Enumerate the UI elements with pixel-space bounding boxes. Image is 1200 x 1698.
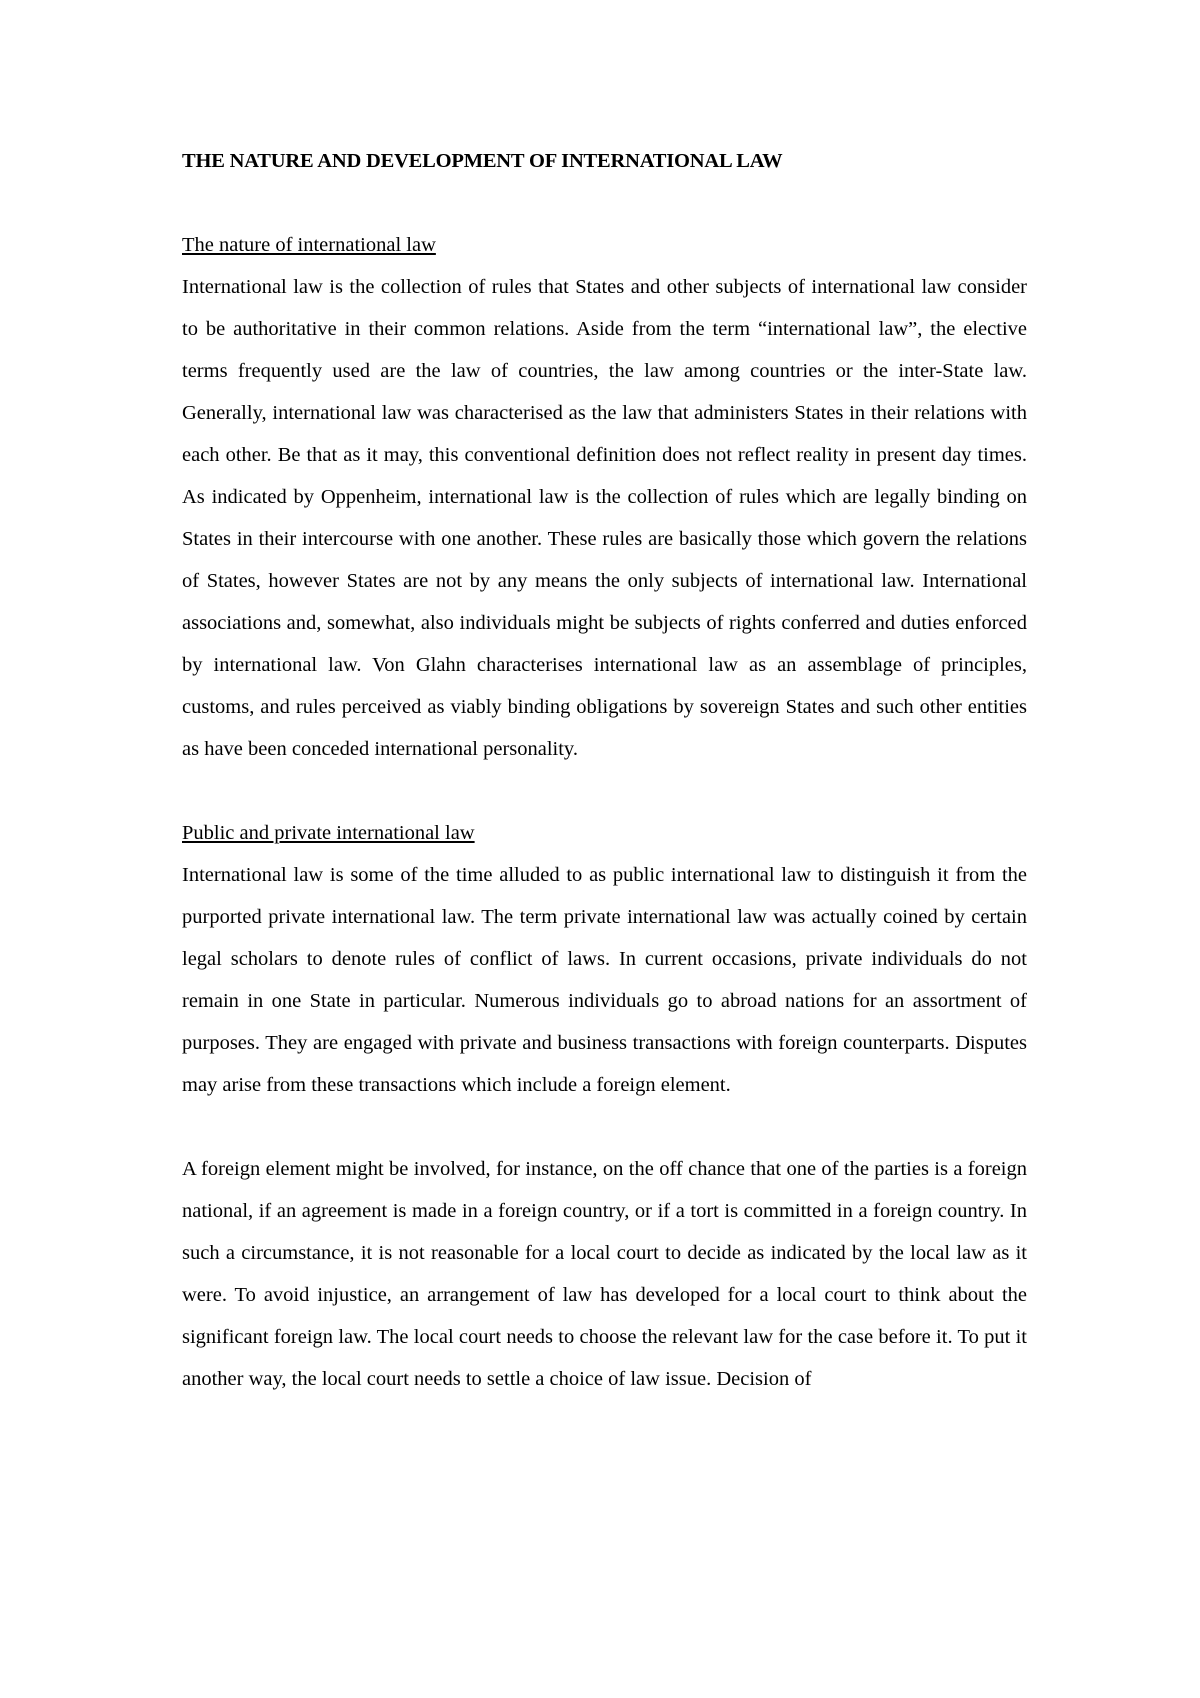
paragraph-spacer [182, 1106, 1027, 1148]
paragraph-nature-1: International law is the collection of rules that States and other subjects of international law consider to be authoritative in their common relations. Aside from the term “international law”, the elective terms frequently used are the law of countries, the law among countries or the inter-State law. Generally, international law was characterised as the law that administers States in their relations with each other. Be that as it may, this conventional definition does not reflect reality in present day times. As indicated by Oppenheim, international law is the collection of rules which are legally binding on States in their intercourse with one another. These rules are basically those which govern the relations of States, however States are not by any means the only subjects of international law. International associations and, somewhat, also individuals might be subjects of rights conferred and duties enforced by international law. Von Glahn characterises international law as an assemblage of principles, customs, and rules perceived as viably binding obligations by sovereign States and such other entities as have been conceded international personality. [182, 276, 1027, 760]
section-heading-public-private: Public and private international law [182, 822, 475, 844]
document-title: THE NATURE AND DEVELOPMENT OF INTERNATIONAL LAW [182, 150, 783, 172]
paragraph-public-private-2: A foreign element might be involved, for instance, on the off chance that one of the parties is a foreign national, if an agreement is made in a foreign country, or if a tort is committed in a foreign country. In such a circumstance, it is not reasonable for a local court to decide as indicated by the local law as it were. To avoid injustice, an arrangement of law has developed for a local court to think about the significant foreign law. The local court needs to choose the relevant law for the case before it. To put it another way, the local court needs to settle a choice of law issue. Decision of [182, 1158, 1027, 1390]
document-page [182, 140, 1027, 1400]
paragraph-spacer [182, 770, 1027, 812]
section-heading-nature: The nature of international law [182, 234, 436, 256]
paragraph-public-private-1: International law is some of the time alluded to as public international law to distinguish it from the purported private international law. The term private international law was actually coined by certain legal scholars to denote rules of conflict of laws. In current occasions, private individuals do not remain in one State in particular. Numerous individuals go to abroad nations for an assortment of purposes. They are engaged with private and business transactions with foreign counterparts. Disputes may arise from these transactions which include a foreign element. [182, 864, 1027, 1096]
